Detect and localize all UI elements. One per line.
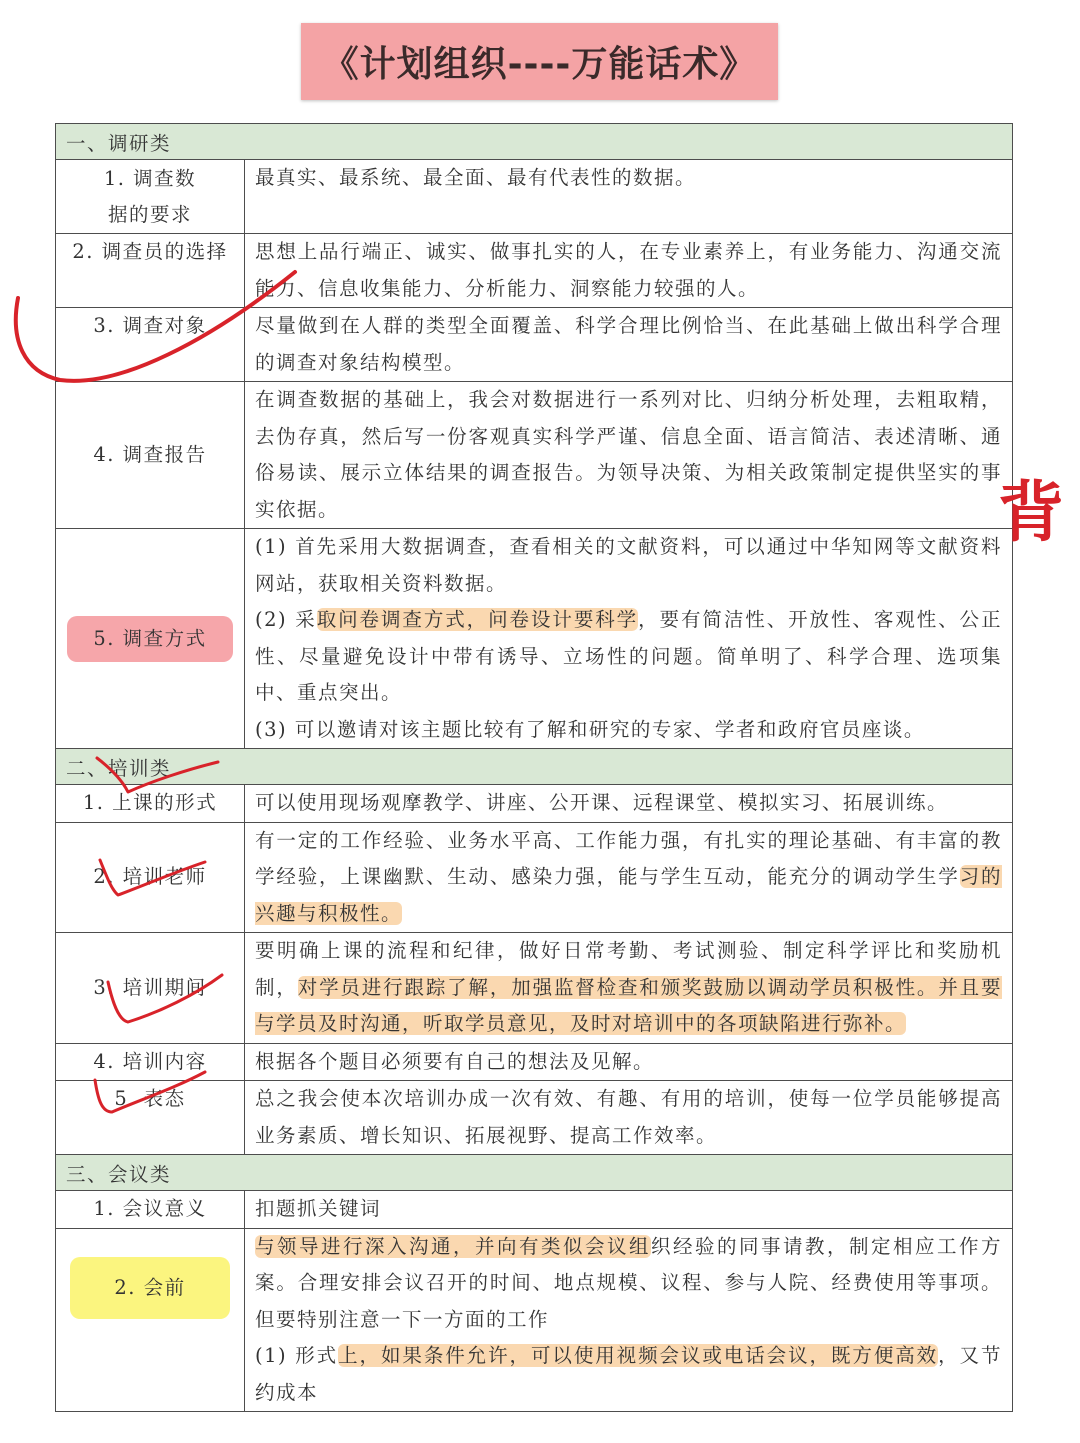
row-content: 根据各个题目必须要有自己的想法及见解。 (245, 1043, 1013, 1081)
highlight-label: 5. 调查方式 (67, 616, 232, 662)
row-content: 思想上品行端正、诚实、做事扎实的人，在专业素养上，有业务能力、沟通交流能力、信息收集能力、分析能力、洞察能力较强的人。 (245, 234, 1013, 308)
row-label: 4. 培训内容 (56, 1043, 245, 1081)
row-content: 最真实、最系统、最全面、最有代表性的数据。 (245, 160, 1013, 234)
row-content: 总之我会使本次培训办成一次有效、有趣、有用的培训，使每一位学员能够提高业务素质、增长知识、拓展视野、提高工作效率。 (245, 1081, 1013, 1155)
row-label: 3. 调查对象 (56, 308, 245, 382)
paragraph: (3) 可以邀请对该主题比较有了解和研究的专家、学者和政府官员座谈。 (255, 717, 925, 741)
row-label (56, 1228, 245, 1412)
handwritten-note: 背 (998, 474, 1064, 551)
paragraph: (1) 首先采用大数据调查，查看相关的文献资料，可以通过中华知网等文献资料网站，获取相关资料数据。 (255, 535, 1002, 595)
paragraph: (1) 形式上，如果条件允许，可以使用视频会议或电话会议，既方便高效，又节约成本 (255, 1344, 1002, 1404)
row-content: 在调查数据的基础上，我会对数据进行一系列对比、归纳分析处理，去粗取精，去伪存真，然后写一份客观真实科学严谨、信息全面、语言简洁、表述清晰、通俗易读、展示立体结果的调查报告。为领导决策、为相关政策制定提供坚实的事实依据。 (245, 382, 1013, 529)
row-content (245, 1228, 1013, 1412)
highlight: 上，如果条件允许，可以使用视频会议或电话会议，既方便高效 (338, 1344, 939, 1367)
section-heading-meeting: 三、会议类 (56, 1155, 1013, 1191)
row-label: 1. 上课的形式 (56, 785, 245, 823)
row-label: 4. 调查报告 (56, 382, 245, 529)
table-row (56, 785, 1013, 823)
table-row (56, 1043, 1013, 1081)
highlight-label: 2. 会前 (70, 1257, 229, 1319)
row-content: 尽量做到在人群的类型全面覆盖、科学合理比例恰当、在此基础上做出科学合理的调查对象结构模型。 (245, 308, 1013, 382)
highlight: 习的兴趣与积极性。 (255, 865, 1002, 925)
row-content: 可以使用现场观摩教学、讲座、公开课、远程课堂、模拟实习、拓展训练。 (245, 785, 1013, 823)
section-heading-research: 一、调研类 (56, 124, 1013, 160)
row-label: 2. 调查员的选择 (56, 234, 245, 308)
table-row (56, 234, 1013, 308)
row-label: 1. 会议意义 (56, 1191, 245, 1229)
highlight: 取问卷调查方式，问卷设计要科学 (316, 608, 639, 631)
table-row (56, 160, 1013, 234)
row-content (245, 529, 1013, 749)
table-row (56, 382, 1013, 529)
row-label: 2. 培训老师 (56, 822, 245, 933)
table-row (56, 1191, 1013, 1229)
highlight: 与领导进行深入沟通，并向有类似会议组 (255, 1234, 651, 1258)
paragraph: (2) 采取问卷调查方式，问卷设计要科学，要有简洁性、开放性、客观性、公正性、尽量避免设计中带有诱导、立场性的问题。简单明了、科学合理、选项集中、重点突出。 (255, 608, 1002, 704)
table-row (56, 529, 1013, 749)
page-title: 《计划组织----万能话术》 (301, 23, 778, 100)
paragraph: 与领导进行深入沟通，并向有类似会议组织经验的同事请教，制定相应工作方案。合理安排会议召开的时间、地点规模、议程、参与人院、经费使用等事项。但要特别注意一下一方面的工作 (255, 1234, 1002, 1331)
row-label: 3. 培训期间 (56, 933, 245, 1044)
row-content: 有一定的工作经验、业务水平高、工作能力强，有扎实的理论基础、有丰富的教学经验，上课幽默、生动、感染力强，能与学生互动，能充分的调动学生学习的兴趣与积极性。 (245, 822, 1013, 933)
row-label: 1. 调查数据的要求 (56, 160, 245, 234)
highlight: 对学员进行跟踪了解，加强监督检查和颁奖鼓励以调动学员积极性。并且要与学员及时沟通，听取学员意见，及时对培训中的各项缺陷进行弥补。 (255, 975, 1002, 1035)
table-row (56, 822, 1013, 933)
row-content: 要明确上课的流程和纪律，做好日常考勤、考试测验、制定科学评比和奖励机制，对学员进行跟踪了解，加强监督检查和颁奖鼓励以调动学员积极性。并且要与学员及时沟通，听取学员意见，及时对培训中的各项缺陷进行弥补。 (245, 933, 1013, 1044)
table-row (56, 308, 1013, 382)
row-content: 扣题抓关键词 (245, 1191, 1013, 1229)
row-label (56, 529, 245, 749)
section-heading-training: 二、培训类 (56, 749, 1013, 785)
content-table (55, 123, 1013, 1412)
table-row (56, 1081, 1013, 1155)
table-row (56, 1228, 1013, 1412)
row-label: 5. 表态 (56, 1081, 245, 1155)
table-row (56, 933, 1013, 1044)
